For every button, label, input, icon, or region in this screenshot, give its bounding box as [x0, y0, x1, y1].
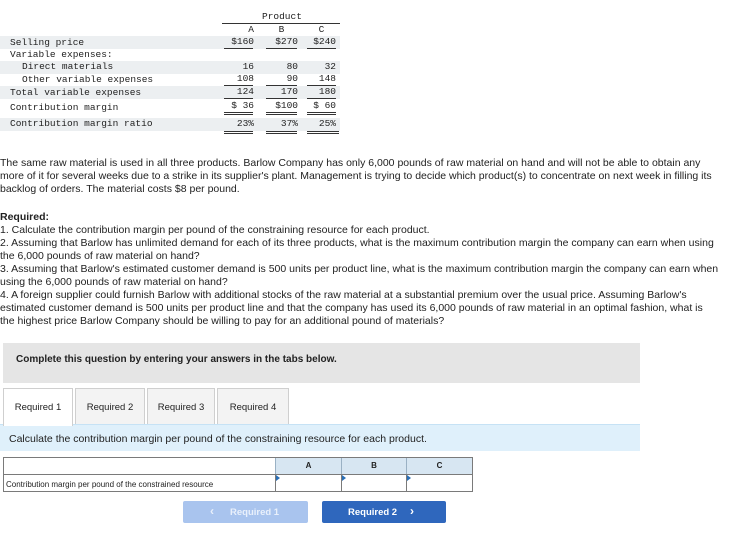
other-variable-a: 108: [236, 73, 254, 84]
instruction-bar: [3, 343, 640, 383]
double-underline: [307, 133, 339, 134]
answer-column-a: A: [275, 458, 341, 474]
direct-materials-a: 16: [242, 61, 254, 72]
contribution-margin-c: $ 60: [313, 100, 336, 111]
answer-grid-header: [4, 458, 472, 474]
next-required-button[interactable]: [322, 501, 446, 523]
required-heading: Required:: [0, 211, 50, 223]
column-header-a: A: [248, 24, 254, 35]
answer-input-a[interactable]: [275, 475, 341, 491]
double-underline: [266, 112, 297, 113]
input-flag-icon: [407, 475, 411, 481]
panel-prompt-text: Calculate the contribution margin per pound of the constraining resource for each product.: [9, 433, 427, 445]
tab-required-3[interactable]: [147, 388, 215, 425]
total-variable-b: 170: [280, 86, 298, 97]
answer-column-c: C: [406, 458, 472, 474]
row-label-direct-materials: Direct materials: [22, 61, 114, 72]
direct-materials-c: 32: [324, 61, 336, 72]
problem-paragraph: The same raw material is used in all three products. Barlow Company has only 6,000 pounds of raw material on hand and will not be able to obtain any more of it for several weeks due to a strike in its supplier's plant. Management is trying to decide which product(s) to concentrate on next week in filling its backlog of orders. The material costs $8 per pound.: [0, 157, 712, 195]
requirement-4: 4. A foreign supplier could furnish Barlow with additional stocks of the raw material at a substantial premium over the usual price. Assuming Barlow's estimated customer demand is 500 units per product line and that the company has used its 6,000 pounds of raw material in an optimal fashion, what is the highest price Barlow Company should be willing to pay for an additional pound of materials?: [0, 289, 703, 327]
input-flag-icon: [342, 475, 346, 481]
total-variable-c: 180: [318, 86, 336, 97]
product-header: Product: [262, 11, 302, 22]
cm-ratio-c: 25%: [318, 118, 336, 129]
next-button-label: Required 2: [348, 507, 398, 518]
previous-button-label: Required 1: [230, 507, 280, 518]
tab-label: Required 3: [157, 402, 205, 413]
row-label-selling-price: Selling price: [10, 37, 85, 48]
chevron-left-icon: ‹: [210, 504, 214, 518]
tab-label: Required 1: [14, 402, 62, 413]
tab-label: Required 2: [86, 402, 134, 413]
double-underline: [224, 112, 253, 113]
double-underline: [266, 114, 297, 115]
requirement-3: 3. Assuming that Barlow's estimated customer demand is 500 units per product line, what is the maximum contribution margin the company can earn when using the 6,000 pounds of raw material on hand?: [0, 263, 719, 288]
contribution-margin-b: $100: [275, 100, 298, 111]
previous-required-button[interactable]: [183, 501, 308, 523]
cm-ratio-a: 23%: [236, 118, 254, 129]
underline: [266, 98, 297, 99]
column-header-c: C: [318, 24, 325, 35]
requirement-1: 1. Calculate the contribution margin per pound of the constraining resource for each product.: [0, 224, 430, 236]
contribution-margin-a: $ 36: [231, 100, 254, 111]
requirement-2: 2. Assuming that Barlow has unlimited demand for each of its three products, what is the maximum contribution margin the company can earn when using the 6,000 pounds of raw material on hand?: [0, 237, 714, 262]
answer-input-b[interactable]: [341, 475, 406, 491]
double-underline: [307, 112, 336, 113]
other-variable-c: 148: [318, 73, 336, 84]
row-label-contribution-margin: Contribution margin: [10, 102, 119, 113]
tab-panel-prompt: [0, 424, 640, 451]
answer-input-c[interactable]: [406, 475, 472, 491]
underline: [266, 48, 297, 49]
double-underline: [266, 131, 297, 132]
double-underline: [224, 131, 253, 132]
row-label-variable-expenses: Variable expenses:: [10, 49, 113, 60]
row-label-other-variable-expenses: Other variable expenses: [22, 74, 154, 85]
underline: [224, 98, 253, 99]
tab-label: Required 4: [229, 402, 277, 413]
row-label-contribution-margin-ratio: Contribution margin ratio: [10, 118, 153, 129]
double-underline: [224, 114, 253, 115]
answer-row-label: Contribution margin per pound of the constrained resource: [6, 480, 214, 489]
instruction-text: Complete this question by entering your answers in the tabs below.: [16, 354, 337, 365]
double-underline: [224, 133, 253, 134]
tab-required-4[interactable]: [217, 388, 289, 425]
selling-price-c: $240: [313, 36, 336, 47]
selling-price-a: $160: [231, 36, 254, 47]
input-flag-icon: [276, 475, 280, 481]
direct-materials-b: 80: [286, 61, 298, 72]
underline: [224, 48, 253, 49]
total-variable-a: 124: [236, 86, 254, 97]
double-underline: [266, 133, 297, 134]
column-header-b: B: [278, 24, 285, 35]
answer-column-b: B: [341, 458, 406, 474]
tab-required-1[interactable]: [3, 388, 73, 426]
selling-price-b: $270: [275, 36, 298, 47]
tab-required-2[interactable]: [75, 388, 145, 425]
requirements-list: [0, 224, 720, 328]
other-variable-b: 90: [286, 73, 298, 84]
row-label-total-variable-expenses: Total variable expenses: [10, 87, 142, 98]
double-underline: [307, 131, 339, 132]
cm-ratio-b: 37%: [280, 118, 298, 129]
underline: [307, 48, 336, 49]
underline: [307, 98, 336, 99]
answer-grid: [3, 457, 473, 492]
product-cost-table: [0, 0, 360, 140]
chevron-right-icon: ›: [410, 504, 414, 518]
double-underline: [307, 114, 336, 115]
